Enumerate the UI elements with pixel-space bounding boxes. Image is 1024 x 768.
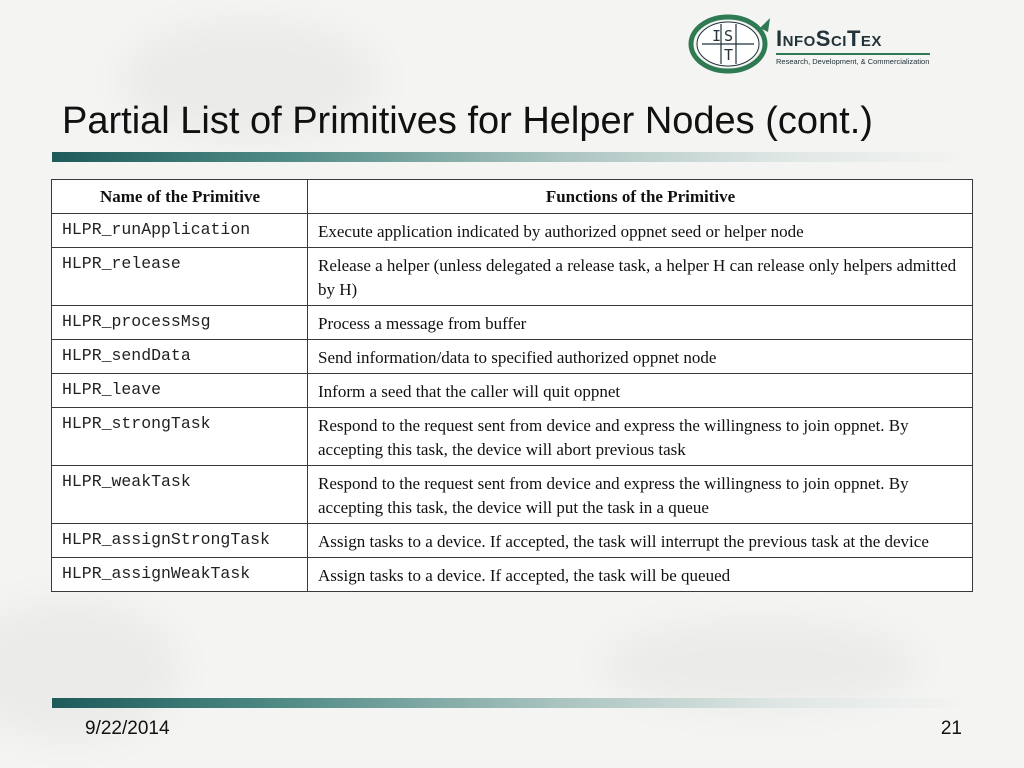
primitive-name: HLPR_release <box>52 248 308 306</box>
primitive-function: Send information/data to specified authorized oppnet node <box>308 340 973 374</box>
primitive-name: HLPR_runApplication <box>52 214 308 248</box>
table-row <box>52 248 973 306</box>
slide-title: Partial List of Primitives for Helper Nodes (cont.) <box>62 100 873 142</box>
background-texture <box>600 620 920 710</box>
logo-tagline: Research, Development, & Commercialization <box>776 57 930 66</box>
footer-divider <box>52 698 966 708</box>
company-logo <box>688 14 938 76</box>
table-row <box>52 214 973 248</box>
primitive-name: HLPR_assignStrongTask <box>52 524 308 558</box>
primitive-function: Respond to the request sent from device and express the willingness to join oppnet. By accepting this task, the device will put the task in a queue <box>308 466 973 524</box>
primitive-name: HLPR_strongTask <box>52 408 308 466</box>
table-row <box>52 408 973 466</box>
logo-underline <box>776 53 930 55</box>
primitive-name: HLPR_sendData <box>52 340 308 374</box>
table-row <box>52 558 973 592</box>
logo-letter-s: S <box>724 27 734 45</box>
primitive-function: Release a helper (unless delegated a release task, a helper H can release only helpers admitted by H) <box>308 248 973 306</box>
primitive-function: Respond to the request sent from device and express the willingness to join oppnet. By accepting this task, the device will abort previous task <box>308 408 973 466</box>
primitive-name: HLPR_assignWeakTask <box>52 558 308 592</box>
table-row <box>52 340 973 374</box>
primitive-function: Assign tasks to a device. If accepted, the task will interrupt the previous task at the device <box>308 524 973 558</box>
primitive-function: Assign tasks to a device. If accepted, the task will be queued <box>308 558 973 592</box>
table-row <box>52 524 973 558</box>
footer-date: 9/22/2014 <box>85 718 170 739</box>
primitive-function: Inform a seed that the caller will quit oppnet <box>308 374 973 408</box>
primitive-function: Process a message from buffer <box>308 306 973 340</box>
primitive-name: HLPR_leave <box>52 374 308 408</box>
table-row <box>52 306 973 340</box>
table-row <box>52 374 973 408</box>
table-row <box>52 466 973 524</box>
page-number: 21 <box>940 718 962 739</box>
table-header-row <box>52 180 973 214</box>
primitive-function: Execute application indicated by authorized oppnet seed or helper node <box>308 214 973 248</box>
primitive-name: HLPR_processMsg <box>52 306 308 340</box>
column-header-function: Functions of the Primitive <box>308 180 973 214</box>
logo-letter-i: I <box>712 27 722 45</box>
logo-letter-t: T <box>724 46 734 64</box>
primitives-table <box>51 179 973 592</box>
table-body <box>52 214 973 592</box>
logo-brand-name: InfoSciTex <box>776 26 882 51</box>
title-divider <box>52 152 966 162</box>
primitive-name: HLPR_weakTask <box>52 466 308 524</box>
column-header-name: Name of the Primitive <box>52 180 308 214</box>
ist-logo-mark <box>688 14 772 74</box>
